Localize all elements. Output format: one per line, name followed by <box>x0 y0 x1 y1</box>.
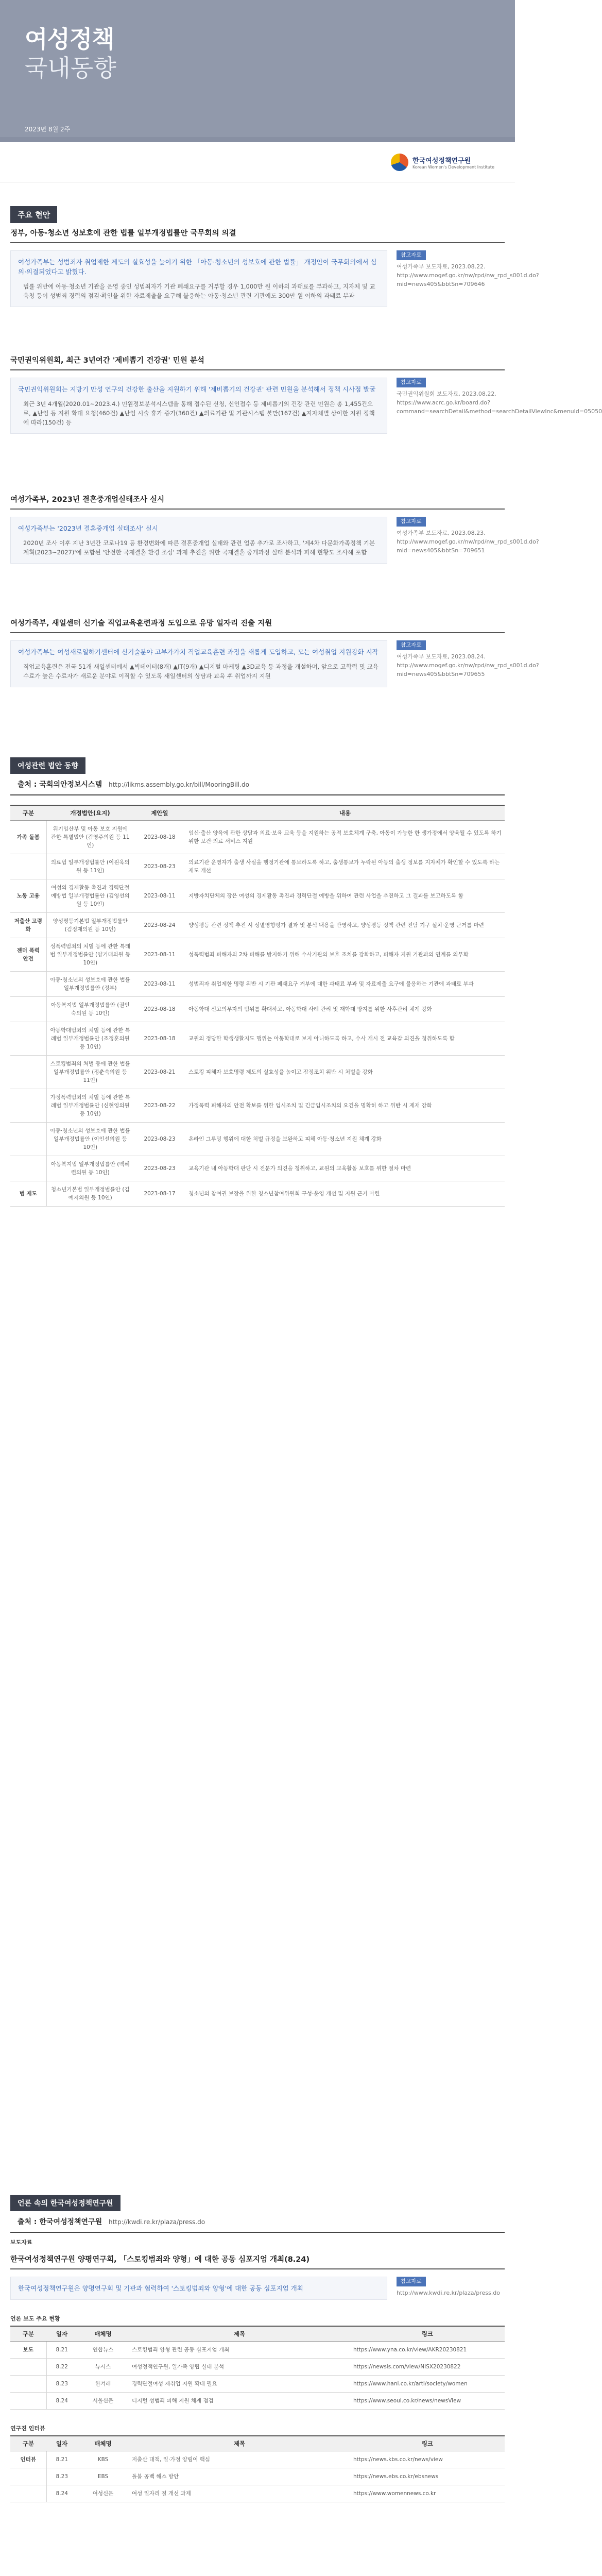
source-tag: 참고자료 <box>397 250 426 260</box>
interview-body <box>10 2451 505 2502</box>
media-outlet: 한겨레 <box>77 2376 129 2393</box>
col-header: 구분 <box>10 2326 46 2342</box>
bill-category <box>10 1156 46 1181</box>
media-category <box>10 2376 46 2393</box>
bills-source-url[interactable]: http://likms.assembly.go.kr/bill/MooringBill.do <box>109 781 249 788</box>
media-date: 8.21 <box>46 2342 77 2359</box>
bill-row <box>10 913 505 938</box>
source-link[interactable]: 여성가족부 보도자료, 2023.08.24. http://www.mogef.go.kr/nw/rpd/nw_rpd_s001d.do?mid=news405&bbtSn=709655 <box>397 653 539 677</box>
media-table-head: 언론 보도 주요 현황 <box>10 2315 60 2322</box>
research-source-label: 출처 : 한국여성정책연구원 <box>18 2218 102 2226</box>
col-header: 구분 <box>10 805 46 821</box>
bill-category <box>10 997 46 1022</box>
col-header: 링크 <box>350 2436 505 2451</box>
bill-content: 온라인 그루밍 행위에 대한 처벌 규정을 보완하고 피해 아동·청소년 지원 체계 강화 <box>185 1123 505 1156</box>
org-name: 한국여성정책연구원 <box>412 157 471 165</box>
bill-row <box>10 1056 505 1089</box>
main-issue-source <box>397 250 539 307</box>
bill-content: 임신·출산 양육에 관한 상담과 의료·보육 교육 등을 지원하는 공적 보호체계 구축, 아동이 가능한 한 생가정에서 양육될 수 있도록 하기 위한 보건·의료 서비스 지원 <box>185 821 505 854</box>
bill-content: 교원의 정당한 학생생활지도 행위는 아동학대로 보지 아니하도록 하고, 수사 개시 전 교육감 의견을 청취하도록 함 <box>185 1022 505 1056</box>
source-tag: 참고자료 <box>397 378 426 387</box>
bill-name: 스토킹범죄의 처벌 등에 관한 법률 일부개정법률안 (정춘숙의원 등 11인) <box>46 1056 134 1089</box>
bill-category <box>10 1056 46 1089</box>
bill-category <box>10 854 46 879</box>
bill-category: 법 제도 <box>10 1181 46 1207</box>
bill-category <box>10 1089 46 1123</box>
bill-name: 아동·청소년의 성보호에 관한 법률 일부개정법률안 (정부) <box>46 972 134 997</box>
org-sub: Korean Women's Development Institute <box>412 165 494 170</box>
bills-source-label: 출처 : 국회의안정보시스템 <box>18 781 102 789</box>
issue4-summary <box>10 640 387 687</box>
bill-content: 스토킹 피해자 보호명령 제도의 실효성을 높이고 잠정조치 위반 시 처벌을 강화 <box>185 1056 505 1089</box>
media-link[interactable]: https://www.yna.co.kr/view/AKR20230821 <box>350 2342 505 2359</box>
col-header: 내용 <box>185 805 505 821</box>
issue4-source <box>397 640 539 687</box>
media-header-row <box>10 2326 505 2342</box>
hero-banner <box>0 0 515 142</box>
media-category <box>10 2468 46 2485</box>
media-date: 8.24 <box>46 2393 77 2410</box>
bill-row <box>10 972 505 997</box>
col-header: 매체명 <box>77 2436 129 2451</box>
col-header: 일자 <box>46 2436 77 2451</box>
org-logo-icon <box>391 154 408 171</box>
issue2-body: 최근 3년 4개월(2020.01~2023.4.) 민원정보분석시스템을 통해 접수된 신청, 신인접수 등 제비뽑기의 건강 관련 민원은 총 1,455건으로, ▲난임 등 지원 확대 요청(460건) ▲난임 시술 휴가 증가(360건) ▲의료기관 및 기관시스템 불만(167건) ▲지자체별 상이한 지원 정책에 따라(150건) 등 <box>23 400 375 426</box>
issue3-summary <box>10 517 387 564</box>
press-title: 한국여성정책연구원 양평연구회, 「스토킹범죄와 양형」에 대한 공동 심포지엄 개최(8.24) <box>10 2249 505 2269</box>
media-category: 보도 <box>10 2342 46 2359</box>
press-summary <box>10 2277 387 2300</box>
issue3-body: 2020년 조사 이후 지난 3년간 코로나19 등 환경변화에 따른 결혼중개업 실태와 관련 업종 추가로 조사하고, '제4차 다문화가족정책 기본계획(2023~2027)'에 포함된 '안전한 국제결혼 환경 조성' 과제 추진을 위한 국제결혼 중개과정 실태 분석과 피해 현황도 조사해 포함 <box>23 539 375 556</box>
bill-date: 2023-08-23 <box>134 1156 185 1181</box>
bill-category <box>10 1022 46 1056</box>
media-category <box>10 2359 46 2376</box>
media-title: 여성정책연구원, 일가족 양립 실태 분석 <box>129 2359 350 2376</box>
bill-date: 2023-08-22 <box>134 1089 185 1123</box>
research-source <box>10 2211 505 2233</box>
issue4-section <box>10 613 539 687</box>
bills-body <box>10 821 505 1207</box>
bill-row <box>10 1089 505 1123</box>
main-issue-body: 법률 위반에 아동·청소년 기관을 운영 중인 성범죄자가 기관 폐쇄요구를 거부할 경우 1,000만 원 이하의 과태료를 부과하고, 지자체 및 교육청 등이 성범죄 경력의 점검·확인을 위한 자료제출을 요구해 불응하는 아동·청소년 관련 기관에도 300만 원 이하의 과태료 부과 <box>23 283 375 299</box>
interview-table-head: 연구진 인터뷰 <box>10 2425 45 2432</box>
bill-date: 2023-08-11 <box>134 938 185 972</box>
source-link[interactable]: 국민권익위원회 보도자료, 2023.08.22. https://www.acrc.go.kr/board.do?command=searchDetail&method=searchDetailViewInc&menuId=05050 <box>397 391 602 415</box>
issue3-item <box>10 517 539 564</box>
press-item <box>10 2277 505 2300</box>
bill-row <box>10 938 505 972</box>
media-outlet: 서울신문 <box>77 2393 129 2410</box>
media-title: 스토킹범죄 양형 관련 공동 심포지엄 개최 <box>129 2342 350 2359</box>
col-header: 개정법안(요지) <box>46 805 134 821</box>
media-row <box>10 2393 505 2410</box>
media-link[interactable]: https://news.ebs.co.kr/ebsnews <box>350 2468 505 2485</box>
issue4-item <box>10 640 539 687</box>
bill-date: 2023-08-23 <box>134 1123 185 1156</box>
media-category <box>10 2393 46 2410</box>
press-source <box>397 2277 505 2300</box>
hero-strip <box>0 137 515 142</box>
hero-title: 여성정책 <box>25 25 114 53</box>
col-header: 링크 <box>350 2326 505 2342</box>
hero-subtitle: 국내동향 <box>25 54 116 82</box>
bills-section <box>10 757 505 1207</box>
issue2-title: 국민권익위원회, 최근 3년여간 '제비뽑기 건강권' 민원 분석 <box>10 350 505 370</box>
bill-name: 의료법 일부개정법률안 (이원욱의원 등 11인) <box>46 854 134 879</box>
media-title: 경력단절여성 재취업 지원 확대 필요 <box>129 2376 350 2393</box>
issue4-lead: 여성가족부는 여성새로일하기센터에 신기술분야 고부가가치 직업교육훈련 과정을 새롭게 도입하고, 모는 여성취업 지원강화 시작 <box>18 648 379 656</box>
media-date: 8.23 <box>46 2376 77 2393</box>
main-issue-title: 정부, 아동·청소년 성보호에 관한 법률 일부개정법률안 국무회의 의결 <box>10 223 505 243</box>
col-header: 매체명 <box>77 2326 129 2342</box>
source-link[interactable]: 여성가족부 보도자료, 2023.08.23. http://www.mogef.go.kr/nw/rpd/nw_rpd_s001d.do?mid=news405&bbtSn=709651 <box>397 530 539 554</box>
bills-label: 여성관련 법안 동향 <box>10 757 85 774</box>
issue3-section <box>10 489 539 564</box>
bill-content: 가정폭력 피해자의 안전 확보를 위한 임시조치 및 긴급임시조치의 요건을 명확히 하고 위반 시 제재 강화 <box>185 1089 505 1123</box>
media-category: 인터뷰 <box>10 2451 46 2468</box>
bill-name: 아동학대범죄의 처벌 등에 관한 특례법 일부개정법률안 (조정훈의원 등 10인) <box>46 1022 134 1056</box>
interview-row <box>10 2485 505 2502</box>
issue3-lead: 여성가족부는 '2023년 결혼중개업 실태조사' 실시 <box>18 524 158 532</box>
source-tag: 참고자료 <box>397 2277 426 2286</box>
bill-name: 양성평등기본법 일부개정법률안 (김정재의원 등 10인) <box>46 913 134 938</box>
bill-row <box>10 1156 505 1181</box>
bill-content: 교육기관 내 아동학대 판단 시 전문가 의견을 청취하고, 교원의 교육활동 보호를 위한 절차 마련 <box>185 1156 505 1181</box>
press-body: 한국여성정책연구원은 양평연구회 및 기관과 협력하여 '스토킹범죄와 양형'에 대한 공동 심포지엄 개최 <box>18 2284 303 2292</box>
bill-category: 저출산 고령화 <box>10 913 46 938</box>
media-link[interactable]: https://www.womennews.co.kr <box>350 2485 505 2502</box>
main-issue-item <box>10 250 539 307</box>
bill-date: 2023-08-17 <box>134 1181 185 1207</box>
bill-content: 양성평등 관련 정책 추진 시 성별영향평가 결과 및 분석 내용을 반영하고, 양성평등 정책 관련 전담 기구 설치·운영 근거를 마련 <box>185 913 505 938</box>
bill-row <box>10 821 505 854</box>
bill-date: 2023-08-11 <box>134 972 185 997</box>
media-title: 돌봄 공백 해소 방안 <box>129 2468 350 2485</box>
bill-category <box>10 972 46 997</box>
media-outlet: EBS <box>77 2468 129 2485</box>
main-issue-lead: 여성가족부는 성범죄자 취업제한 제도의 실효성을 높이기 위한 「아동·청소년의 성보호에 관한 법률」 개정안이 국무회의에서 심의·의결되었다고 밝혔다. <box>18 258 377 276</box>
issue4-body: 직업교육훈련은 전국 51개 새일센터에서 ▲빅데이터(8개) ▲IT(9개) ▲디지털 마케팅 ▲3D교육 등 과정을 개설하며, 앞으로 고학력 및 교육 수료가 높은 수료자가 새로운 분야로 이직할 수 있도록 새일센터의 상담과 교육 후 취업까지 지원 <box>23 663 379 680</box>
media-date: 8.24 <box>46 2485 77 2502</box>
main-issue-section <box>10 206 539 307</box>
bill-category: 노동 고용 <box>10 879 46 913</box>
media-row <box>10 2359 505 2376</box>
col-header: 제안일 <box>134 805 185 821</box>
source-link[interactable]: 여성가족부 보도자료, 2023.08.22. http://www.mogef.go.kr/nw/rpd/nw_rpd_s001d.do?mid=news405&bbtSn=709646 <box>397 263 539 287</box>
bill-name: 청소년기본법 일부개정법률안 (김예지의원 등 10인) <box>46 1181 134 1207</box>
bill-category <box>10 1123 46 1156</box>
bill-name: 성폭력범죄의 처벌 등에 관한 특례법 일부개정법률안 (양기대의원 등 10인) <box>46 938 134 972</box>
bill-name: 가정폭력범죄의 처벌 등에 관한 특례법 일부개정법률안 (신현영의원 등 10인) <box>46 1089 134 1123</box>
bill-row <box>10 879 505 913</box>
media-link[interactable]: https://newsis.com/view/NISX20230822 <box>350 2359 505 2376</box>
col-header: 제목 <box>129 2326 350 2342</box>
media-table <box>10 2326 505 2410</box>
research-label: 언론 속의 한국여성정책연구원 <box>10 2195 121 2211</box>
source-link[interactable]: http://www.kwdi.re.kr/plaza/press.do <box>397 2290 500 2296</box>
col-header: 구분 <box>10 2436 46 2451</box>
bill-row <box>10 997 505 1022</box>
issue2-source <box>397 378 602 434</box>
issue2-summary <box>10 378 387 434</box>
media-body <box>10 2342 505 2410</box>
bill-row <box>10 1181 505 1207</box>
issue-date: 2023년 8월 2주 <box>25 126 71 133</box>
bill-date: 2023-08-11 <box>134 879 185 913</box>
bill-row <box>10 1123 505 1156</box>
media-date: 8.21 <box>46 2451 77 2468</box>
bill-content: 의료기관 운영자가 출생 사실을 행정기관에 통보하도록 하고, 출생통보가 누락된 아동의 출생 정보를 지자체가 확인할 수 있도록 하는 제도 개선 <box>185 854 505 879</box>
bill-name: 여성의 경제활동 촉진과 경력단절 예방법 일부개정법률안 (김영선의원 등 10인) <box>46 879 134 913</box>
bill-name: 아동복지법 일부개정법률안 (권인숙의원 등 10인) <box>46 997 134 1022</box>
col-header: 제목 <box>129 2436 350 2451</box>
bills-source <box>10 774 505 795</box>
source-tag: 참고자료 <box>397 517 426 527</box>
media-outlet: 여성신문 <box>77 2485 129 2502</box>
bill-date: 2023-08-24 <box>134 913 185 938</box>
source-tag: 참고자료 <box>397 640 426 650</box>
bill-content: 아동학대 신고의무자의 범위를 확대하고, 아동학대 사례 관리 및 재학대 방지를 위한 사후관리 체계 강화 <box>185 997 505 1022</box>
issue4-title: 여성가족부, 새일센터 신기술 직업교육훈련과정 도입으로 유망 일자리 진출 지원 <box>10 613 505 633</box>
bill-name: 아동·청소년의 성보호에 관한 법률 일부개정법률안 (이인선의원 등 10인) <box>46 1123 134 1156</box>
bill-content: 지방자치단체의 장은 여성의 경제활동 촉진과 경력단절 예방을 위하여 관련 사업을 추진하고 그 결과를 보고하도록 함 <box>185 879 505 913</box>
bills-table <box>10 805 505 1207</box>
media-title: 디지털 성범죄 피해 지원 체계 점검 <box>129 2393 350 2410</box>
bill-date: 2023-08-18 <box>134 1022 185 1056</box>
bill-row <box>10 854 505 879</box>
media-title: 저출산 대책, 일·가정 양립이 핵심 <box>129 2451 350 2468</box>
bill-date: 2023-08-18 <box>134 997 185 1022</box>
media-date: 8.23 <box>46 2468 77 2485</box>
bill-category: 젠더 폭력 안전 <box>10 938 46 972</box>
issue2-section <box>10 350 602 434</box>
research-section <box>10 2195 505 2502</box>
media-outlet: KBS <box>77 2451 129 2468</box>
org-logo <box>391 154 494 171</box>
issue3-source <box>397 517 539 564</box>
bill-name: 아동복지법 일부개정법률안 (백혜련의원 등 10인) <box>46 1156 134 1181</box>
media-category <box>10 2485 46 2502</box>
bill-content: 청소년의 참여권 보장을 위한 청소년참여위원회 구성·운영 개선 및 지원 근거 마련 <box>185 1181 505 1207</box>
col-header: 일자 <box>46 2326 77 2342</box>
media-outlet: 뉴시스 <box>77 2359 129 2376</box>
interview-row <box>10 2451 505 2468</box>
media-link[interactable]: https://www.seoul.co.kr/news/newsView <box>350 2393 505 2410</box>
interview-table <box>10 2435 505 2502</box>
issue3-title: 여성가족부, 2023년 결혼중개업실태조사 실시 <box>10 489 505 510</box>
media-outlet: 연합뉴스 <box>77 2342 129 2359</box>
media-title: 여성 일자리 질 개선 과제 <box>129 2485 350 2502</box>
media-link[interactable]: https://news.kbs.co.kr/news/view <box>350 2451 505 2468</box>
bill-content: 성범죄자 취업제한 명령 위반 시 기관 폐쇄요구 거부에 대한 과태료 부과 및 자료제출 요구에 불응하는 기관에 과태료 부과 <box>185 972 505 997</box>
bill-date: 2023-08-23 <box>134 854 185 879</box>
issue2-lead: 국민권익위원회는 지방기 만성 연구의 건강한 출산을 지원하기 위해 '제비뽑기의 건강권' 관련 민원을 분석해서 정책 시사점 발굴 <box>18 385 376 393</box>
main-issue-summary <box>10 250 387 307</box>
bill-row <box>10 1022 505 1056</box>
media-row <box>10 2376 505 2393</box>
media-row <box>10 2342 505 2359</box>
press-sub-label: 보도자료 <box>10 2239 32 2246</box>
issue2-item <box>10 378 602 434</box>
interview-row <box>10 2468 505 2485</box>
bill-content: 성폭력범죄 피해자의 2차 피해를 방지하기 위해 수사기관의 보호 조치를 강화하고, 피해자 지원 기관과의 연계를 의무화 <box>185 938 505 972</box>
media-date: 8.22 <box>46 2359 77 2376</box>
bill-category: 가족 돌봄 <box>10 821 46 854</box>
research-source-url[interactable]: http://kwdi.re.kr/plaza/press.do <box>109 2218 205 2226</box>
interview-header-row <box>10 2436 505 2451</box>
main-issue-label: 주요 현안 <box>10 206 57 223</box>
bill-date: 2023-08-21 <box>134 1056 185 1089</box>
bill-date: 2023-08-18 <box>134 821 185 854</box>
bills-header-row <box>10 805 505 821</box>
media-link[interactable]: https://www.hani.co.kr/arti/society/women <box>350 2376 505 2393</box>
bill-name: 위기임산부 및 아동 보호 지원에 관한 특별법안 (김영주의원 등 11인) <box>46 821 134 854</box>
logo-bar <box>0 142 515 182</box>
